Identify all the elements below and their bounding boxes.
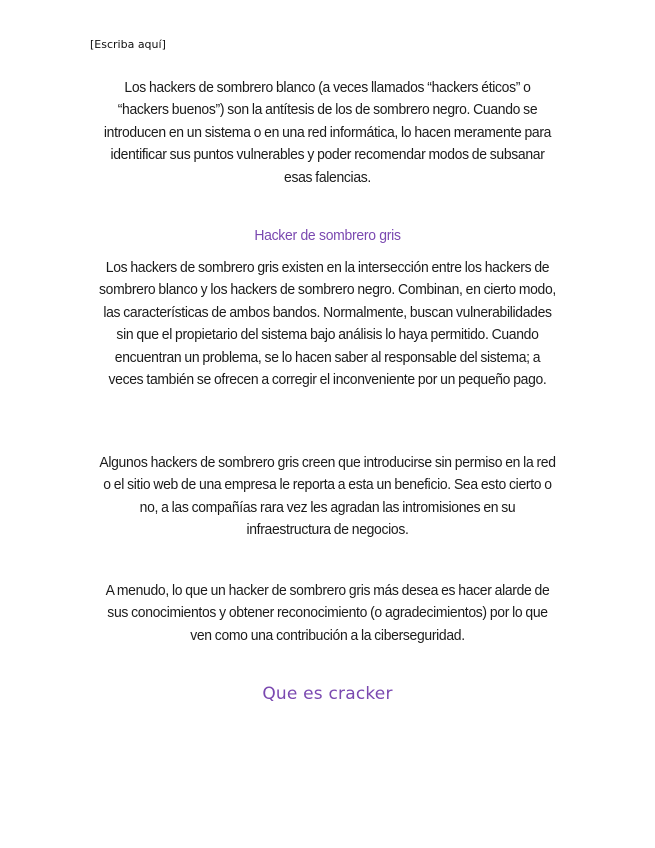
heading-cracker: Que es cracker <box>262 684 393 704</box>
heading-grey-hat: Hacker de sombrero gris <box>254 227 401 244</box>
paragraph-grey-hat-1: Los hackers de sombrero gris existen en la intersección entre los hackers de sombrero blanco y los hackers de sombrero negro. Combinan, en cierto modo, las características de ambos bandos. Normalmente, buscan vulnerabilidades sin que el propietario del sistema bajo análisis lo haya permitido. Cuando encuentran un problema, se lo hacen saber al responsable del sistema; a veces también se ofrecen a corregir el inconveniente por un pequeño pago. <box>99 259 556 389</box>
paragraph-grey-hat-2: Algunos hackers de sombrero gris creen que introducirse sin permiso en la red o el sitio web de una empresa le reporta a esta un beneficio. Sea esto cierto o no, a las compañías rara vez les agradan las intromisiones en su infraestructura de negocios. <box>99 454 556 539</box>
paragraph-white-hat: Los hackers de sombrero blanco (a veces llamados “hackers éticos” o “hackers buenos”) son la antítesis de los de sombrero negro. Cuando se introducen en un sistema o en una red informática, lo hacen meramente para identificar sus puntos vulnerables y poder recomendar modos de subsanar esas falencias. <box>103 79 552 186</box>
paragraph-grey-hat-3: A menudo, lo que un hacker de sombrero gris más desea es hacer alarde de sus conocimientos y obtener reconocimiento (o agradecimientos) por lo que ven como una contribución a la ciberseguridad. <box>105 582 550 644</box>
page-header-placeholder[interactable]: [Escriba aquí] <box>90 38 166 51</box>
